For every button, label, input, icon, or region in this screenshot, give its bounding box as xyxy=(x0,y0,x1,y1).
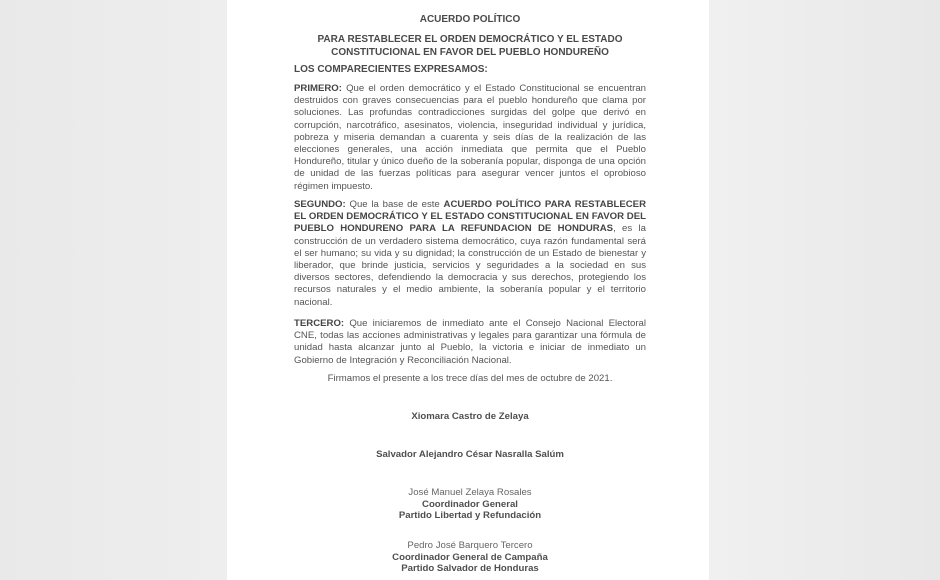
signatory-name: José Manuel Zelaya Rosales xyxy=(408,487,532,498)
segundo-text-b: , es la construcción de un verdadero sistema democrático, cuya razón fundamental será el ser humano; su vida y su dignidad; la construcción de un Estado de bienestar y liberador, que brinde justicia, servicios y seguridades a la sociedad en sus diversos sectores, defendiendo la democracia y sus derechos, protegiendo los recursos naturales y el medio ambiente, la soberanía popular y el territorio nacional. xyxy=(294,223,646,308)
segundo-label: SEGUNDO: xyxy=(294,199,346,210)
document-subtitle xyxy=(294,34,646,59)
document-page xyxy=(227,0,709,580)
signatory xyxy=(294,449,646,461)
signatory-role: Coordinador General de Campaña xyxy=(392,551,548,563)
paragraph-segundo xyxy=(294,199,646,309)
signatory-name: Salvador Alejandro César Nasralla Salúm xyxy=(376,449,564,460)
paragraph-primero xyxy=(294,83,646,193)
signatory-party: Partido Libertad y Refundación xyxy=(398,510,542,522)
tercero-label: TERCERO: xyxy=(294,318,345,329)
subtitle-line-1: PARA RESTABLECER EL ORDEN DEMOCRÁTICO Y EL ESTADO xyxy=(317,34,623,45)
section-heading: LOS COMPARECIENTES EXPRESAMOS: xyxy=(294,64,488,75)
signing-date-line: Firmamos el presente a los trece días del mes de octubre de 2021. xyxy=(327,373,613,384)
background-right xyxy=(709,0,940,580)
primero-text: Que el orden democrático y el Estado Constitucional se encuentran destruidos con graves consecuencias para el pueblo hondureño que clama por soluciones. Las profundas contradicciones surgidas del golpe que derivó en corrupción, narcotráfico, asesinatos, violencia, inseguridad individual y jurídica, pobreza y miseria demandan a cuarenta y seis días de la realización de las elecciones generales, una acción inmediata que permita que el Pueblo Hondureño, titular y único dueño de la soberanía popular, disponga de una opción de unidad de las fuerzas políticas para asegurar vencer juntos el oprobioso régimen impuesto. xyxy=(294,83,646,192)
paragraph-tercero xyxy=(294,318,646,367)
signatory-name: Xiomara Castro de Zelaya xyxy=(411,411,529,422)
subtitle-line-2: CONSTITUCIONAL EN FAVOR DEL PUEBLO HONDUREÑO xyxy=(331,46,609,58)
signatory xyxy=(294,411,646,423)
signatory xyxy=(294,540,646,575)
segundo-bold-text: ACUERDO POLÍTICO PARA RESTABLECER EL ORDEN DEMOCRÁTICO Y EL ESTADO CONSTITUCIONAL EN FAVOR DEL PUEBLO HONDURENO PARA LA REFUNDACION DE HONDURAS xyxy=(294,199,647,235)
signatory-name: Pedro José Barquero Tercero xyxy=(407,540,533,551)
tercero-text: Que iniciaremos de inmediato ante el Consejo Nacional Electoral CNE, todas las acciones administrativas y legales para garantizar una fórmula de unidad hasta alcanzar junto al Pueblo, la victoria e iniciar de inmediato un Gobierno de Integración y Reconciliación Nacional. xyxy=(294,318,646,366)
background-left xyxy=(0,0,227,580)
document-title: ACUERDO POLÍTICO xyxy=(419,14,521,25)
signatory-role: Coordinador General xyxy=(422,498,518,510)
signatory-party: Partido Salvador de Honduras xyxy=(401,563,539,575)
signatory xyxy=(294,487,646,522)
segundo-text-a: Que la base de este xyxy=(349,199,440,210)
primero-label: PRIMERO: xyxy=(294,83,342,94)
